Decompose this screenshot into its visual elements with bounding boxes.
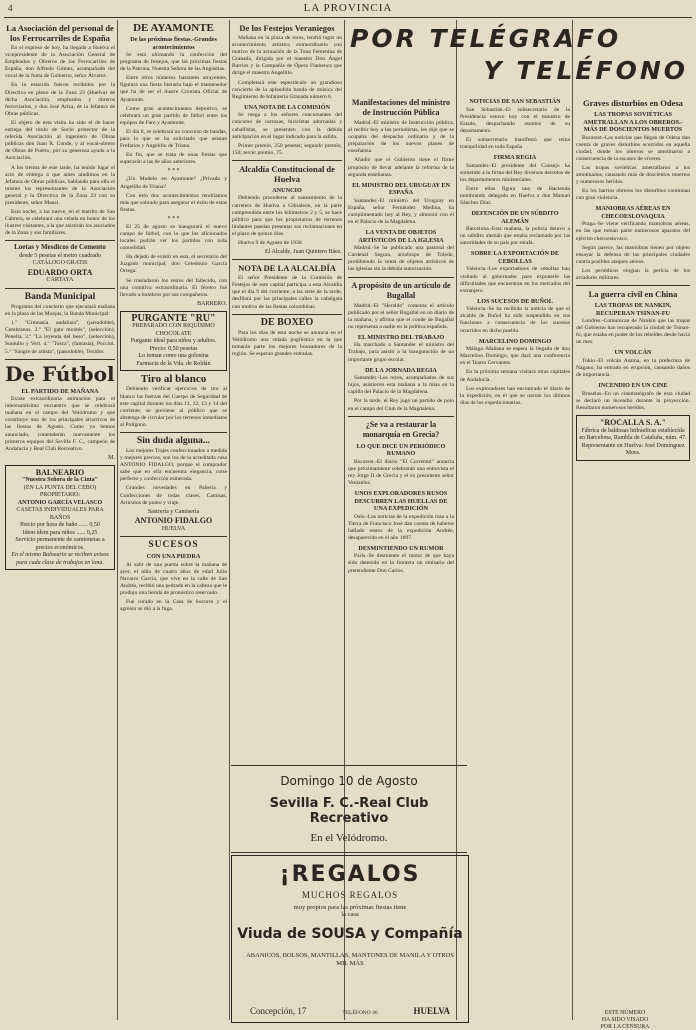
rocalla-ad: [576, 415, 690, 461]
article-paragraph: Esta noche, a las nueve, en el teatrito de San Cabrera, se celebrará una velada en honor de los ilustres visitantes, a la que asistirán los asociados de la Zona y sus familiares.: [5, 209, 115, 237]
article-paragraph: Valencia.-Los exportadores de cebollas han visitado al gobernador para exponerle las dificultades que encuentran en los mercados del extranjero.: [460, 266, 570, 294]
article-paragraph: En la estación fueron recibidos por la Directiva en pleno de la Zona 23 (Huelva) de dicha Asociación, empleados y obreros ferroviarios, y don José Ariza, de la Jefatura de Obras públicas.: [5, 82, 115, 117]
subheadline: ANUNCIO: [272, 186, 302, 194]
divider: [232, 259, 342, 260]
article-paragraph: Ha marchado a Santander el ministro del Trabajo, para asistir a la inauguración de un importante grupo escolar.: [348, 342, 454, 363]
ad-address-row: [232, 1006, 468, 1016]
column-divider: [117, 20, 118, 1020]
ad-name: ANTONIO FIDALGO: [134, 516, 213, 526]
article-paragraph: Programa del concierto que ejecutará mañana en la plaza de las Monjas, la Banda Municipal:: [5, 303, 115, 318]
article-paragraph: Entre ellos figura uno de Hacienda nombrando delegado en Huelva a don Manuel Sánchez Díaz.: [460, 185, 570, 207]
column-6: [576, 95, 690, 1007]
signature: BARRERO.: [197, 300, 227, 307]
balneario-ad: [5, 465, 115, 571]
article-paragraph: Oslo.-Las noticias de la expedición rusa a la Tierra de Francisco José dan cuenta de haberse hallado restos de la expedición Andrée, desaparecida en el año 1897.: [348, 513, 454, 541]
ad-headline: Loetas y Mesdicos de Cemento: [14, 243, 106, 252]
article-paragraph: Se está ultimando la confección del programa de festejos, que las próximas fiestas de la Patrona, Nuestra Señora de las Angustias.: [120, 52, 227, 73]
match-teams: Sevilla F. C.-Real Club Recreativo: [269, 796, 429, 826]
article-paragraph: Madrid.-El "Heraldo" comenta el artículo publicado por el señor Bugallal en un diario de la mañana, y afirma que el conde de Bugallal no representa a nadie en la política española.: [348, 302, 454, 330]
divider: [5, 288, 115, 289]
ad-company: Viuda de SOUSA y Compañía: [237, 926, 463, 942]
article-paragraph: En el expreso de hoy, ha llegado a Huelva el vicepresidente de la Asociación General de Empleados y Obreros de los Ferrocarriles de España, don Alfredo Gómez, acompañado del vocal de la Junta de Gobierno, señor Álvarez.: [5, 45, 115, 80]
divider: [120, 432, 227, 433]
article-paragraph: El día 8, se celebrará un concurso de bandas, para lo que se ha solicitado que asistan Frefarios y Angelillo de Triana.: [120, 128, 227, 150]
article-paragraph: Grandes novedades en Pañería y Confecciones de todas clases, Camisas, Artículos de punto y viaje.: [120, 485, 227, 506]
article-paragraph: Como gran acontecimiento deportivo, se celebrará un gran partido de fútbol entre los equipos de Faro y Ayamonte.: [120, 105, 227, 126]
subheadline: FIRMA REGIA: [493, 154, 537, 162]
article-paragraph: El objeto de esta visita ha sido el de hacer entrega del título de Socio protector de la referida Asociación al ingeniero de Obras públicas don Juan R. Conde, y al vocal-obrero de Obras de Puerto, por su generosa ayuda a la Asociación.: [5, 119, 115, 162]
ad-text: Sastrería y Camisería: [147, 508, 200, 515]
ad-text: la casa: [341, 911, 359, 918]
note-line: ESTE NÚMERO: [604, 1010, 646, 1016]
column-2: [120, 20, 227, 1020]
column-3: [232, 20, 342, 760]
subheadline: DE LA JORNADA REGIA: [365, 366, 437, 374]
ad-title: "ROCALLA S. A.": [599, 418, 667, 428]
censorship-note: [560, 1010, 690, 1030]
subheadline: INCENDIO EN UN CINE: [598, 382, 668, 390]
article-paragraph: A los treinta de este tarde, ha tenido lugar el acto de entrega a que antes aludimos en la Jefatura de Obras públicas, hablando para ello el mismo los representantes de la Asociación general y la Directiva de la Zona 23 con su presidente, señor Manci.: [5, 164, 115, 206]
article-paragraph: Bucarest.-Las noticias que llegan de Odesa dan cuenta de graves disturbios ocurridos en aquella ciudad, donde los obreros se amotinaron a consecuencia de la escasez de víveres.: [576, 134, 690, 162]
article-paragraph: Debiendo verificar ejercicios de tiro al blanco las fuerzas del Cuerpo de Seguridad de este capital durante los días 11, 12, 13 y 14 del corriente, se previene al público que se abstenga de circular por los terrenos inmediatos al Polígono.: [120, 386, 227, 428]
article-paragraph: Los mejores Trajes confeccionados a medida y mejores precios, son los de la acreditada casa ANTONIO FIDALGO, porque el comprador sabe que en ella encuentra elegancia, corte perfecto y confección esmerada.: [120, 447, 227, 483]
headline: De los Festejos Veraniegos: [239, 23, 335, 33]
subheadline: LA VENTA DE OBJETOS ARTÍSTICOS DE LA IGLESIA: [358, 229, 444, 244]
headline: La guerra civil en China: [588, 289, 678, 300]
ad-text: muy propios para las próximas fiestas tiene: [293, 904, 407, 911]
telegraph-banner: [350, 24, 688, 90]
page-number: 4: [8, 3, 13, 13]
subheadline: UNOS EXPLORADORES RUSOS DESCUBREN LAS HUELLAS DE UNA EXPEDICIÓN: [354, 490, 448, 512]
article-paragraph: El subsecretario manifestó que reina tranquilidad en toda España.: [460, 136, 570, 150]
headline: DE AYAMONTE: [133, 22, 214, 34]
headline: Sin duda alguna...: [136, 435, 211, 446]
ad-town: CARTAYA: [46, 277, 74, 284]
article-paragraph: Debiendo procederse al saneamiento de la carretera de Huelva a Gibraleón, en la parte comprendida entre los kilómetros 2 y 5, se hace público para que los propietarios de terrenos lindantes puedan presentar sus reclamaciones en el plazo de quince días.: [232, 195, 342, 237]
subheadline: DEFENCIÓN DE UN SÚBDITO ALEMÁN: [471, 210, 559, 225]
subheadline: EL MINISTRO DEL URUGUAY EN ESPAÑA: [352, 181, 450, 197]
divider: [5, 240, 115, 241]
article-paragraph: Primer premio, 250 pesetas; segundo premio, 150; tercer premio, 75.: [232, 142, 342, 156]
ad-phone: TELÉFONO 46: [342, 1010, 378, 1016]
article-paragraph: Bruselas.-En un cinematógrafo de esta ciudad se declaró un incendio durante la proyección. Resultaron numerosos heridos.: [576, 390, 690, 411]
subheadline: MANIOBRAS AÉREAS EN CHECOESLOVAQUIA: [595, 205, 671, 220]
ad-text: desde 5 pesetas el metro cuadrado: [19, 252, 101, 259]
ad-text: Precio por hora de baño ...... 0,50: [20, 522, 100, 529]
ad-text: Farmacia de la Vda. de Roldán: [136, 360, 211, 367]
ad-text: Purgante ideal para niños y adultos.: [130, 338, 217, 345]
headline: Tiro al blanco: [140, 373, 207, 386]
divider: [5, 359, 115, 360]
subheadline: LO QUE DICE UN PERIÓDICO RUMANO: [356, 442, 446, 458]
ad-city: HUELVA: [413, 1006, 451, 1016]
divider: [232, 314, 342, 315]
column-5: [460, 95, 570, 1020]
ad-text: Fábrica de baldosas hidráulicas establecida en Barcelona, Rambla de Cataluña, núm. 47.: [579, 427, 687, 442]
ad-text: Idem ídem para niños ...... 0,25: [22, 529, 98, 536]
headline: Graves disturbios en Odesa: [583, 98, 683, 108]
masthead: [4, 0, 692, 18]
subheadline: LAS TROPAS DE NANKIN, RECUPERAN TSINAN-FU: [594, 302, 672, 317]
headline: A propósito de un artículo de Bugallal: [351, 280, 451, 300]
purgante-ad: [120, 311, 227, 372]
column-divider: [229, 20, 230, 1020]
article-paragraph: En fin, que se trata de unas fiestas que superarán a las de años anteriores.: [120, 152, 227, 166]
subheadline: NOTICIAS DE SAN SEBASTIÁN: [469, 98, 561, 105]
headline: DE BOXEO: [260, 316, 314, 328]
ad-town: HUELVA: [161, 525, 186, 532]
article-paragraph: Santander.-El presidente del Consejo ha sometido a la firma del Rey diversos decretos de los departamentos ministeriales.: [460, 162, 570, 183]
subheadline: De las próximas fiestas.-Grandes acontecimientos: [130, 36, 217, 51]
signature: M.: [108, 454, 115, 461]
headline: NOTA DE LA ALCALDÍA: [238, 263, 336, 274]
article-paragraph: El señor Presidente de la Comisión de Festejos de este capital participa a esta Alcaldía que el día 9 del corriente, a las siete de la tarde, desfilará por las principales calles la cabalgata con motivo de las fiestas colombinas.: [232, 275, 342, 310]
subheadline: SOBRE LA EXPORTACIÓN DE CEBOLLAS: [470, 250, 560, 265]
ad-address: Concepción, 17: [249, 1006, 307, 1016]
headline: ¿Se va a restaurar la monarquía en Grecia?: [362, 419, 440, 439]
match-venue: En el Velódromo.: [310, 832, 388, 844]
headline: La Asociación del personal de los Ferrocarriles de España: [6, 23, 114, 43]
ad-text: "Nuestra Señora de la Cinta": [22, 477, 98, 484]
publication-name: LA PROVINCIA: [303, 2, 393, 14]
divider: [348, 416, 454, 417]
article-paragraph: ¿Un Modelo en Ayamonte? ¿Privada y Angelillo de Triana?: [120, 176, 227, 190]
article-paragraph: Málaga.-Mañana se espera la llegada de don Marcelino Domingo, que dará una conferencia en el Teatro Cervantes.: [460, 346, 570, 367]
article-paragraph: Bucarest.-El diario "El Currentul" anuncia que próximamente celebrarán una entrevista el rey Jorge II de Grecia y el ex presidente señor Venizelos.: [348, 458, 454, 486]
ad-text: Precio: 0,50 pesetas: [149, 345, 198, 352]
ad-text: CASETAS INDIVIDUALES PARA BAÑOS: [16, 507, 104, 521]
banner-line-2: Y TELÉFONO: [483, 56, 688, 85]
article-paragraph: Mañana en la plaza de toros, tendrá lugar un acontecimiento artístico extraordinario con motivo de la actuación de la Tuna Femenina de Granada, dirigida por el maestro Don Ángel Barrios y la Compañía de Ópera Flamenca que dirige el maestro Angelillo.: [232, 35, 342, 77]
regalos-ad: [231, 855, 469, 1023]
article-paragraph: Para los días de esta noche se anuncia en el Velódromo una velada pugilística en la que tomarán parte los mejores boxeadores de la región. Se esperan grandes entradas.: [232, 329, 342, 357]
ad-subtitle: MUCHOS REGALOS: [301, 890, 399, 900]
subheadline: MARCELINO DOMINGO: [478, 337, 552, 345]
article-paragraph: Las tropas soviéticas ametrallaron a los amotinados, causando más de doscientos muertos y numerosos heridos.: [576, 164, 690, 186]
ad-text: PREPARADO CON RIQUÍSIMO CHOCOLATE: [132, 323, 215, 337]
ad-text: ANTONIO GARCÍA VELASCO: [17, 499, 103, 506]
article-paragraph: Santander.-El ministro del Uruguay en España, señor Fernández Medina, ha cumplimentado hoy al Rey, y almorzó con él en el Palacio de la Magdalena.: [348, 197, 454, 226]
ad-title: BALNEARIO: [35, 467, 85, 477]
article-paragraph: Fué curado en la Casa de Socorro y el agresor se dió a la fuga.: [120, 599, 227, 613]
article-paragraph: Se ruega a los señores concursantes del concurso de carrozas, bicicletas adornadas y caballistas, se presenten con la debida anticipación en el lugar indicado para la salida.: [232, 112, 342, 140]
divider: [232, 160, 342, 161]
ad-text: Lo toman como una golosina: [138, 353, 209, 360]
article-paragraph: 1.º "Gimnasia andaluza", (pasodoble), Cembranos. 2.º "El gato montés", (selección), Penella. 3.º "La leyenda del beso", (selección), Soutullo y Vert. 4.º "Tosca", (fantasía), Puccini. 5.º "Sangre de artista", (pasodoble), Texidor.: [5, 320, 115, 355]
subheadline: UN VOLCÁN: [614, 349, 652, 357]
article-paragraph: Entre otros números bastantes atrayentes, figurará una fiesta literaria bajo el mantenedor que ha de ser el ilustre Cronista Oficial de Ayamonte.: [120, 75, 227, 103]
article-paragraph: Tokio.-El volcán Asama, en la prefectura de Nagano, ha entrado en erupción, causando daños de importancia.: [576, 357, 690, 379]
article-paragraph: París.-Se desmiente el rumor de que haya sido detenido en la frontera un emisario del pretendiente Don Carlos.: [348, 553, 454, 574]
article-paragraph: San Sebastián.-El subsecretario de la Presidencia estuvo hoy con el ministro de Estado, despachando asuntos de su departamento.: [460, 106, 570, 134]
signature: El Alcalde, Juan Quintero Báez.: [265, 249, 342, 256]
article-paragraph: Añadió que el Gobierno tiene el firme propósito de llevar adelante la reforma de la segunda enseñanza.: [348, 157, 454, 178]
column-1: [5, 20, 115, 1020]
article-paragraph: Praga.-Se viene verificando maniobras aéreas, en las que toman parte numerosos aparatos del ejército checoeslovaco.: [576, 221, 690, 242]
article-paragraph: En los barrios obreros los disturbios continúan con gran violencia.: [576, 188, 690, 202]
article-paragraph: Con esto dos acontecimientos tendríamos más que sobrado para asegurar el éxito de estas fiestas.: [120, 192, 227, 213]
headline: Alcaldía Constitucional de Huelva: [239, 163, 335, 184]
headline: Manifestaciones del ministro de Instrucción Pública: [351, 98, 451, 117]
subheadline: EL MINISTRO DEL TRABAJO: [357, 333, 445, 341]
football-match-notice: [231, 765, 467, 853]
article-paragraph: Huelva 9 de Agosto de 1930.: [238, 239, 303, 246]
article-paragraph: Los exploradores han encontrado el diario de la expedición, en el que se narran los últimos días de los expedicionarios.: [460, 385, 570, 406]
ad-text: ABANICOS, BOLSOS, MANTILLAS, MANTONES DE MANILA Y OTROS MIL MÁS: [246, 952, 454, 967]
divider: [576, 285, 690, 286]
separator: * * *: [167, 168, 180, 175]
note-line: POR LA CENSURA: [600, 1023, 650, 1030]
ad-name: EDUARDO ORTA: [27, 267, 93, 277]
subheadline: EL PARTIDO DE MAÑANA: [21, 387, 99, 395]
article-paragraph: Existe extraordinaria animación para el interesantísimo encuentro que se celebrará mañana en el campo del Velódromo y que constituye uno de los principales atractivos de las fiestas de Agosto. Como ya hemos anunciado, contenderán nuevamente los primeros equipos del Sevilla F. C., campeón de Andalucía y Real Club Recreativo.: [5, 396, 115, 452]
ad-text: PROPIETARIO:: [39, 492, 81, 499]
headline: De Fútbol: [5, 361, 115, 386]
ad-text: En el mismo Balneario se reciben avisos para cada clase de trabajos en lona.: [11, 552, 109, 566]
ad-text: (EN LA PUNTA DEL CEBO): [23, 484, 97, 491]
ad-text: Servicio permanente de camionetas a precios económicos.: [15, 537, 105, 551]
ad-title: PURGANTE "RU": [131, 312, 216, 324]
article-paragraph: Valencia.-Se ha recibido la noticia de que el alcalde de Buñol ha sido suspendido en sus funciones a consecuencia de los sucesos ocurridos en dicho pueblo.: [460, 306, 570, 334]
match-date: Domingo 10 de Agosto: [280, 774, 418, 788]
ad-title: ¡REGALOS: [279, 862, 421, 887]
banner-line-1: POR TELÉGRAFO: [350, 24, 622, 53]
divider: [348, 277, 454, 278]
article-paragraph: Por la tarde, el Rey jugó un partido de polo en el campo del Club de la Magdalena.: [348, 398, 454, 412]
article-paragraph: Al salir de una puerta sobre la mañana de ayer, el niño de cuatro años de edad Julio Navarro García, que vive en la calle de San Andrés, recibió una pedrada en la cabeza que le produjo una herida de pronóstico reservado.: [120, 561, 227, 597]
note-line: HA SIDO VISADO: [601, 1016, 649, 1023]
article-paragraph: Londres.-Comunican de Nankín que las tropas del Gobierno han recuperado la ciudad de Tsinan-fu, que estaba en poder de los rebeldes desde hacía un mes.: [576, 318, 690, 346]
article-paragraph: Barcelona.-Esta mañana, la policía detuvo a un súbdito alemán que estaba reclamado por las autoridades de su país por estafa.: [460, 226, 570, 247]
subheadline: CON UNA PIEDRA: [146, 553, 201, 561]
headline: SUCESOS: [148, 540, 199, 551]
ad-text: Representante en Huelva: José Domínguez Mora.: [581, 442, 685, 457]
subheadline: DESMINTIENDO UN RUMOR: [358, 544, 444, 552]
subheadline: UNA NOTA DE LA COMISIÓN: [244, 103, 330, 111]
subheadline: LAS TROPAS SOVIÉTICAS AMETRALLAN A LOS OBREROS.- MÁS DE DOSCIENTOS MUERTOS: [583, 111, 683, 133]
article-paragraph: Completará este espectáculo un grandioso concierto de la aplaudida banda de música del Regimiento de Infantería Granada número 6.: [232, 79, 342, 100]
article-paragraph: Se trasladaron los restos del fallecido, con una comitiva extraordinaria. El féretro fué llevado a hombros por sus compañeros.: [120, 277, 227, 298]
subheadline: LOS SUCESOS DE BUÑOL: [477, 297, 553, 305]
article-paragraph: Madrid.-Se ha publicado una pastoral del Cardenal Segura, arzobispo de Toledo, prohibiendo la venta de objetos artísticos de las iglesias sin la debida autorización.: [348, 245, 454, 273]
ad-text: CATÁLOGO GRATIS: [32, 260, 88, 267]
article-paragraph: En la próxima semana visitará otras capitales de Andalucía.: [460, 369, 570, 383]
article-paragraph: Santander.-Los reyes, acompañados de sus hijos, asistieron esta mañana a la misa en la capilla del Palacio de la Magdalena.: [348, 375, 454, 396]
article-paragraph: Madrid.-El ministro de Instrucción pública, al recibir hoy a los periodistas, les dijo que se ocupaba del despacho ordinario y de la preparación de los nuevos planes de enseñanza.: [348, 120, 454, 155]
article-paragraph: Según parece, las maniobras tienen por objeto ensayar la defensa de las principales ciudades contra posibles ataques aéreos.: [576, 244, 690, 265]
separator: * * *: [167, 215, 180, 222]
article-paragraph: Ha dejado de existir en esta, el secretario del Juzgado municipal, don Celedonio García Ortega.: [120, 254, 227, 275]
column-divider: [572, 20, 573, 1020]
article-paragraph: Los periódicos elogian la pericia de los aviadores militares.: [576, 267, 690, 281]
article-paragraph: El 25 de agosto se inaugurará el nuevo campo de fútbol, con lo que los aficionados locales podrán ver los partidos con toda comodidad.: [120, 223, 227, 252]
divider: [120, 536, 227, 537]
headline: Banda Municipal: [24, 291, 96, 302]
